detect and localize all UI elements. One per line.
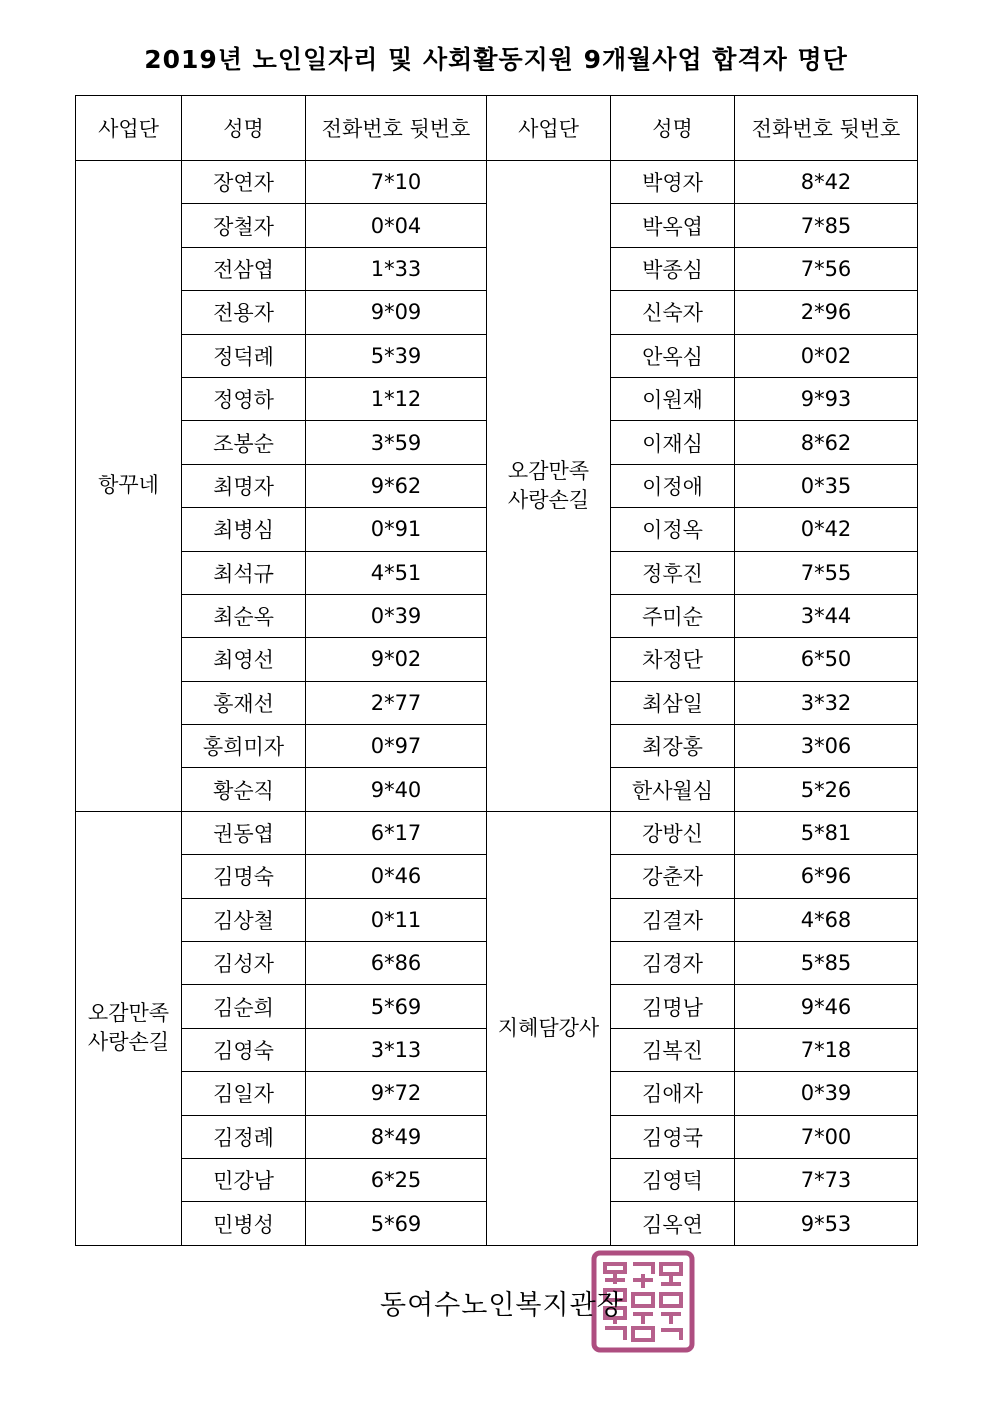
phone-cell: 8*62 [735, 421, 918, 464]
name-cell: 이원재 [611, 377, 735, 420]
name-cell: 신숙자 [611, 291, 735, 334]
name-cell: 차정단 [611, 638, 735, 681]
phone-cell: 5*85 [735, 942, 918, 985]
phone-cell: 9*72 [306, 1072, 487, 1115]
phone-cell: 4*68 [735, 898, 918, 941]
phone-cell: 3*32 [735, 681, 918, 724]
applicant-table [75, 95, 918, 1246]
phone-cell: 0*42 [735, 508, 918, 551]
phone-cell: 2*77 [306, 681, 487, 724]
name-cell: 이정옥 [611, 508, 735, 551]
name-cell: 최순옥 [182, 594, 306, 637]
phone-cell: 6*96 [735, 855, 918, 898]
phone-cell: 3*13 [306, 1028, 487, 1071]
name-cell: 이정애 [611, 464, 735, 507]
name-cell: 민강남 [182, 1158, 306, 1201]
phone-cell: 0*11 [306, 898, 487, 941]
phone-cell: 9*40 [306, 768, 487, 811]
table-body [76, 161, 918, 1246]
name-cell: 김복진 [611, 1028, 735, 1071]
name-cell: 강춘자 [611, 855, 735, 898]
name-cell: 정덕례 [182, 334, 306, 377]
name-cell: 정후진 [611, 551, 735, 594]
name-cell: 박종심 [611, 247, 735, 290]
phone-cell: 6*86 [306, 942, 487, 985]
header-name-right: 성명 [611, 96, 735, 161]
phone-cell: 0*02 [735, 334, 918, 377]
phone-cell: 9*46 [735, 985, 918, 1028]
name-cell: 김옥연 [611, 1202, 735, 1245]
phone-cell: 1*33 [306, 247, 487, 290]
name-cell: 황순직 [182, 768, 306, 811]
phone-cell: 5*39 [306, 334, 487, 377]
phone-cell: 9*62 [306, 464, 487, 507]
header-group-right: 사업단 [487, 96, 611, 161]
name-cell: 김일자 [182, 1072, 306, 1115]
name-cell: 최장홍 [611, 725, 735, 768]
group-right-bottom: 지혜담강사 [487, 811, 611, 1245]
name-cell: 홍재선 [182, 681, 306, 724]
phone-cell: 5*69 [306, 1202, 487, 1245]
header-phone-left: 전화번호 뒷번호 [306, 96, 487, 161]
phone-cell: 9*02 [306, 638, 487, 681]
phone-cell: 0*97 [306, 725, 487, 768]
name-cell: 김정례 [182, 1115, 306, 1158]
name-cell: 김순희 [182, 985, 306, 1028]
phone-cell: 5*69 [306, 985, 487, 1028]
phone-cell: 8*42 [735, 161, 918, 204]
name-cell: 박옥엽 [611, 204, 735, 247]
name-cell: 김성자 [182, 942, 306, 985]
name-cell: 장연자 [182, 161, 306, 204]
name-cell: 한사월심 [611, 768, 735, 811]
name-cell: 안옥심 [611, 334, 735, 377]
phone-cell: 0*46 [306, 855, 487, 898]
phone-cell: 9*93 [735, 377, 918, 420]
name-cell: 장철자 [182, 204, 306, 247]
name-cell: 권동엽 [182, 811, 306, 854]
name-cell: 민병성 [182, 1202, 306, 1245]
phone-cell: 0*35 [735, 464, 918, 507]
phone-cell: 0*91 [306, 508, 487, 551]
name-cell: 전삼엽 [182, 247, 306, 290]
table-row [76, 811, 918, 854]
group-right-top: 오감만족 사랑손길 [487, 161, 611, 812]
group-left-top: 항꾸네 [76, 161, 182, 812]
phone-cell: 1*12 [306, 377, 487, 420]
phone-cell: 9*53 [735, 1202, 918, 1245]
phone-cell: 5*26 [735, 768, 918, 811]
name-cell: 전용자 [182, 291, 306, 334]
phone-cell: 5*81 [735, 811, 918, 854]
name-cell: 김결자 [611, 898, 735, 941]
phone-cell: 8*49 [306, 1115, 487, 1158]
phone-cell: 7*55 [735, 551, 918, 594]
name-cell: 김명숙 [182, 855, 306, 898]
name-cell: 김영덕 [611, 1158, 735, 1201]
name-cell: 최석규 [182, 551, 306, 594]
name-cell: 최명자 [182, 464, 306, 507]
name-cell: 주미순 [611, 594, 735, 637]
phone-cell: 3*06 [735, 725, 918, 768]
name-cell: 정영하 [182, 377, 306, 420]
phone-cell: 0*39 [735, 1072, 918, 1115]
phone-cell: 2*96 [735, 291, 918, 334]
name-cell: 최영선 [182, 638, 306, 681]
name-cell: 김영국 [611, 1115, 735, 1158]
organization-name: 동여수노인복지관장 [380, 1290, 624, 1321]
phone-cell: 0*04 [306, 204, 487, 247]
header-phone-right: 전화번호 뒷번호 [735, 96, 918, 161]
phone-cell: 6*25 [306, 1158, 487, 1201]
header-row [76, 96, 918, 161]
header-group-left: 사업단 [76, 96, 182, 161]
phone-cell: 6*17 [306, 811, 487, 854]
phone-cell: 7*10 [306, 161, 487, 204]
name-cell: 김명남 [611, 985, 735, 1028]
phone-cell: 0*39 [306, 594, 487, 637]
name-cell: 최병심 [182, 508, 306, 551]
name-cell: 최삼일 [611, 681, 735, 724]
phone-cell: 7*00 [735, 1115, 918, 1158]
phone-cell: 7*56 [735, 247, 918, 290]
phone-cell: 3*59 [306, 421, 487, 464]
name-cell: 김경자 [611, 942, 735, 985]
group-left-bottom: 오감만족 사랑손길 [76, 811, 182, 1245]
name-cell: 김상철 [182, 898, 306, 941]
phone-cell: 7*18 [735, 1028, 918, 1071]
name-cell: 강방신 [611, 811, 735, 854]
name-cell: 홍희미자 [182, 725, 306, 768]
phone-cell: 9*09 [306, 291, 487, 334]
table-row [76, 161, 918, 204]
phone-cell: 7*73 [735, 1158, 918, 1201]
phone-cell: 7*85 [735, 204, 918, 247]
phone-cell: 3*44 [735, 594, 918, 637]
name-cell: 김애자 [611, 1072, 735, 1115]
name-cell: 이재심 [611, 421, 735, 464]
name-cell: 김영숙 [182, 1028, 306, 1071]
header-name-left: 성명 [182, 96, 306, 161]
name-cell: 조봉순 [182, 421, 306, 464]
phone-cell: 6*50 [735, 638, 918, 681]
phone-cell: 4*51 [306, 551, 487, 594]
name-cell: 박영자 [611, 161, 735, 204]
page-title: 2019년 노인일자리 및 사회활동지원 9개월사업 합격자 명단 [144, 45, 848, 74]
